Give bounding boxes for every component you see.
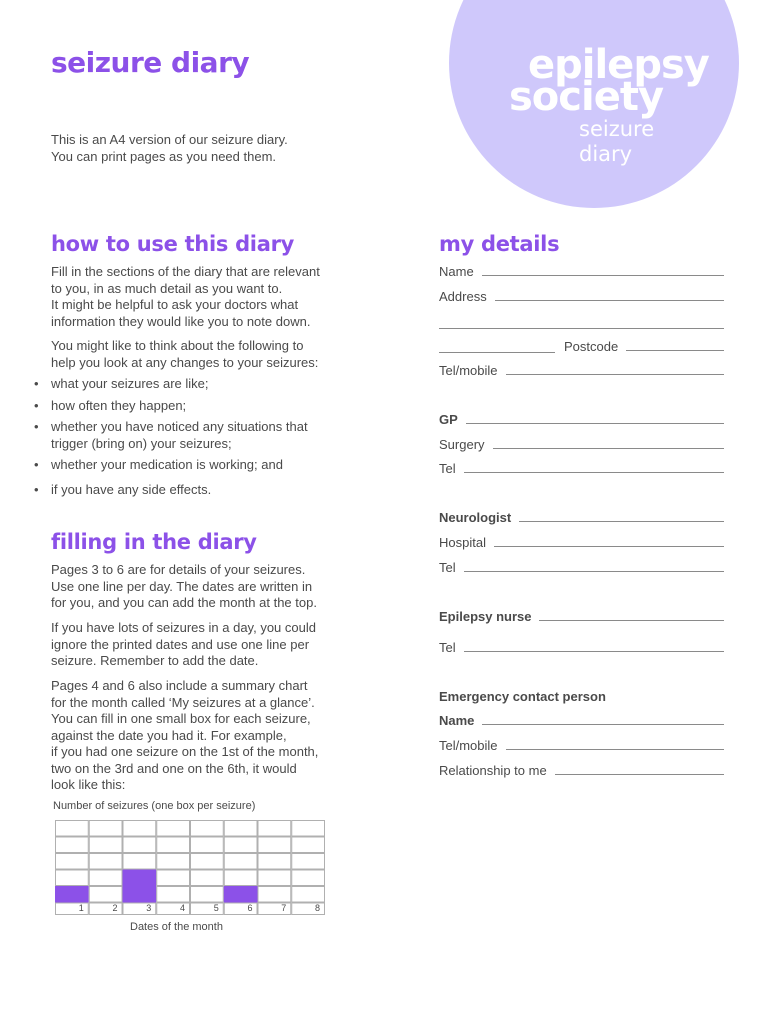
how-to-use-bullets <box>51 376 351 498</box>
emergency-tel-field[interactable] <box>439 738 724 753</box>
chart-empty-cell <box>157 854 190 870</box>
intro-text: This is an A4 version of our seizure diary. You can print pages as you need them. <box>51 132 288 164</box>
chart-x-tick-label: 3 <box>146 903 152 913</box>
bullet-item: • whether you have noticed any situations that trigger (bring on) your seizures; <box>51 419 351 452</box>
address-label: Address <box>439 289 487 304</box>
neurologist-tel-label: Tel <box>439 560 456 575</box>
address-field[interactable] <box>439 289 724 304</box>
chart-empty-cell <box>224 821 257 837</box>
my-details-heading: my details <box>439 232 560 256</box>
bullet-item: • what your seizures are like; <box>51 376 351 393</box>
name-field[interactable] <box>439 264 724 279</box>
epilepsy-nurse-label: Epilepsy nurse <box>439 609 532 624</box>
chart-x-tick-label: 6 <box>247 903 253 913</box>
chart-bar-cell <box>56 887 89 903</box>
emergency-name-label: Name <box>439 713 475 728</box>
address-line-2[interactable] <box>439 328 724 329</box>
filling-in-heading: filling in the diary <box>51 530 257 554</box>
surgery-field[interactable] <box>439 437 724 452</box>
chart-empty-cell <box>123 854 156 870</box>
postcode-field[interactable] <box>564 339 724 354</box>
logo-epilepsy: epilepsy <box>528 42 709 88</box>
page-title: seizure diary <box>51 46 250 79</box>
tel-mobile-label: Tel/mobile <box>439 363 498 378</box>
nurse-tel-label: Tel <box>439 640 456 655</box>
gp-tel-label: Tel <box>439 461 456 476</box>
how-to-use-para-1: Fill in the sections of the diary that are relevant to you, in as much detail as you want to. It might be helpful to ask your doctors what information they would like you to note down. <box>51 264 320 329</box>
how-to-use-heading: how to use this diary <box>51 232 295 256</box>
chart-empty-cell <box>292 821 325 837</box>
chart-bar-cell <box>123 887 156 903</box>
chart-empty-cell <box>292 870 325 886</box>
chart-x-tick-label: 5 <box>213 903 219 913</box>
relationship-label: Relationship to me <box>439 763 547 778</box>
chart-x-tick-label: 4 <box>179 903 185 913</box>
gp-tel-field[interactable] <box>439 461 724 476</box>
chart-empty-cell <box>191 870 224 886</box>
address-line-3[interactable] <box>439 352 555 353</box>
chart-empty-cell <box>89 887 122 903</box>
logo-sub-seizure: seizure <box>579 117 655 141</box>
emergency-name-field[interactable] <box>439 713 724 728</box>
chart-empty-cell <box>292 837 325 853</box>
seizure-summary-chart <box>55 820 325 915</box>
logo-society: society <box>509 74 664 120</box>
chart-empty-cell <box>89 837 122 853</box>
chart-empty-cell <box>123 837 156 853</box>
chart-empty-cell <box>89 821 122 837</box>
filling-in-para-2: If you have lots of seizures in a day, you could ignore the printed dates and use one line per seizure. Remember to add the date. <box>51 620 316 668</box>
chart-empty-cell <box>157 821 190 837</box>
chart-x-tick-label: 8 <box>314 903 320 913</box>
filling-in-para-3: Pages 4 and 6 also include a summary chart for the month called ‘My seizures at a glance’. You can fill in one small box for each seizure, against the date you had it. For example, if you had one seizure on the 1st of the month, two on the 3rd and one on the 6th, it would look like this: <box>51 678 319 792</box>
chart-empty-cell <box>292 854 325 870</box>
chart-empty-cell <box>56 870 89 886</box>
chart-empty-cell <box>224 854 257 870</box>
chart-empty-cell <box>224 870 257 886</box>
postcode-label: Postcode <box>564 339 619 354</box>
nurse-tel-field[interactable] <box>439 640 724 655</box>
logo-sub-diary: diary <box>579 142 633 166</box>
tel-mobile-field[interactable] <box>439 363 724 378</box>
chart-x-tick-label: 1 <box>78 903 84 913</box>
chart-empty-cell <box>258 887 291 903</box>
chart-empty-cell <box>89 870 122 886</box>
neurologist-field[interactable] <box>439 510 724 525</box>
chart-empty-cell <box>191 821 224 837</box>
surgery-label: Surgery <box>439 437 485 452</box>
chart-empty-cell <box>157 870 190 886</box>
neurologist-label: Neurologist <box>439 510 512 525</box>
gp-field[interactable] <box>439 412 724 427</box>
chart-empty-cell <box>258 837 291 853</box>
chart-empty-cell <box>258 854 291 870</box>
name-label: Name <box>439 264 474 279</box>
chart-bar-cell <box>224 887 257 903</box>
bullet-item: • if you have any side effects. <box>51 482 351 499</box>
chart-empty-cell <box>56 854 89 870</box>
chart-x-tick-label: 2 <box>112 903 118 913</box>
chart-empty-cell <box>89 854 122 870</box>
chart-empty-cell <box>56 821 89 837</box>
relationship-field[interactable] <box>439 763 724 778</box>
neurologist-tel-field[interactable] <box>439 560 724 575</box>
hospital-field[interactable] <box>439 535 724 550</box>
chart-empty-cell <box>191 854 224 870</box>
bullet-item: • whether your medication is working; and <box>51 457 351 474</box>
chart-empty-cell <box>123 821 156 837</box>
hospital-label: Hospital <box>439 535 486 550</box>
chart-empty-cell <box>157 887 190 903</box>
chart-empty-cell <box>292 887 325 903</box>
emergency-contact-heading: Emergency contact person <box>439 689 606 704</box>
chart-bar-cell <box>123 870 156 886</box>
chart-empty-cell <box>258 821 291 837</box>
chart-empty-cell <box>191 887 224 903</box>
chart-xlabel: Dates of the month <box>130 921 223 933</box>
gp-label: GP <box>439 412 458 427</box>
chart-title: Number of seizures (one box per seizure) <box>53 800 256 812</box>
how-to-use-para-2: You might like to think about the following to help you look at any changes to your seizures: <box>51 338 319 370</box>
epilepsy-nurse-field[interactable] <box>439 609 724 624</box>
bullet-item: • how often they happen; <box>51 398 351 415</box>
emergency-tel-label: Tel/mobile <box>439 738 498 753</box>
filling-in-para-1: Pages 3 to 6 are for details of your seizures. Use one line per day. The dates are written in for you, and you can add the month at the top. <box>51 562 317 610</box>
chart-empty-cell <box>157 837 190 853</box>
chart-x-tick-label: 7 <box>281 903 287 913</box>
chart-empty-cell <box>224 837 257 853</box>
chart-empty-cell <box>258 870 291 886</box>
chart-empty-cell <box>191 837 224 853</box>
chart-empty-cell <box>56 837 89 853</box>
